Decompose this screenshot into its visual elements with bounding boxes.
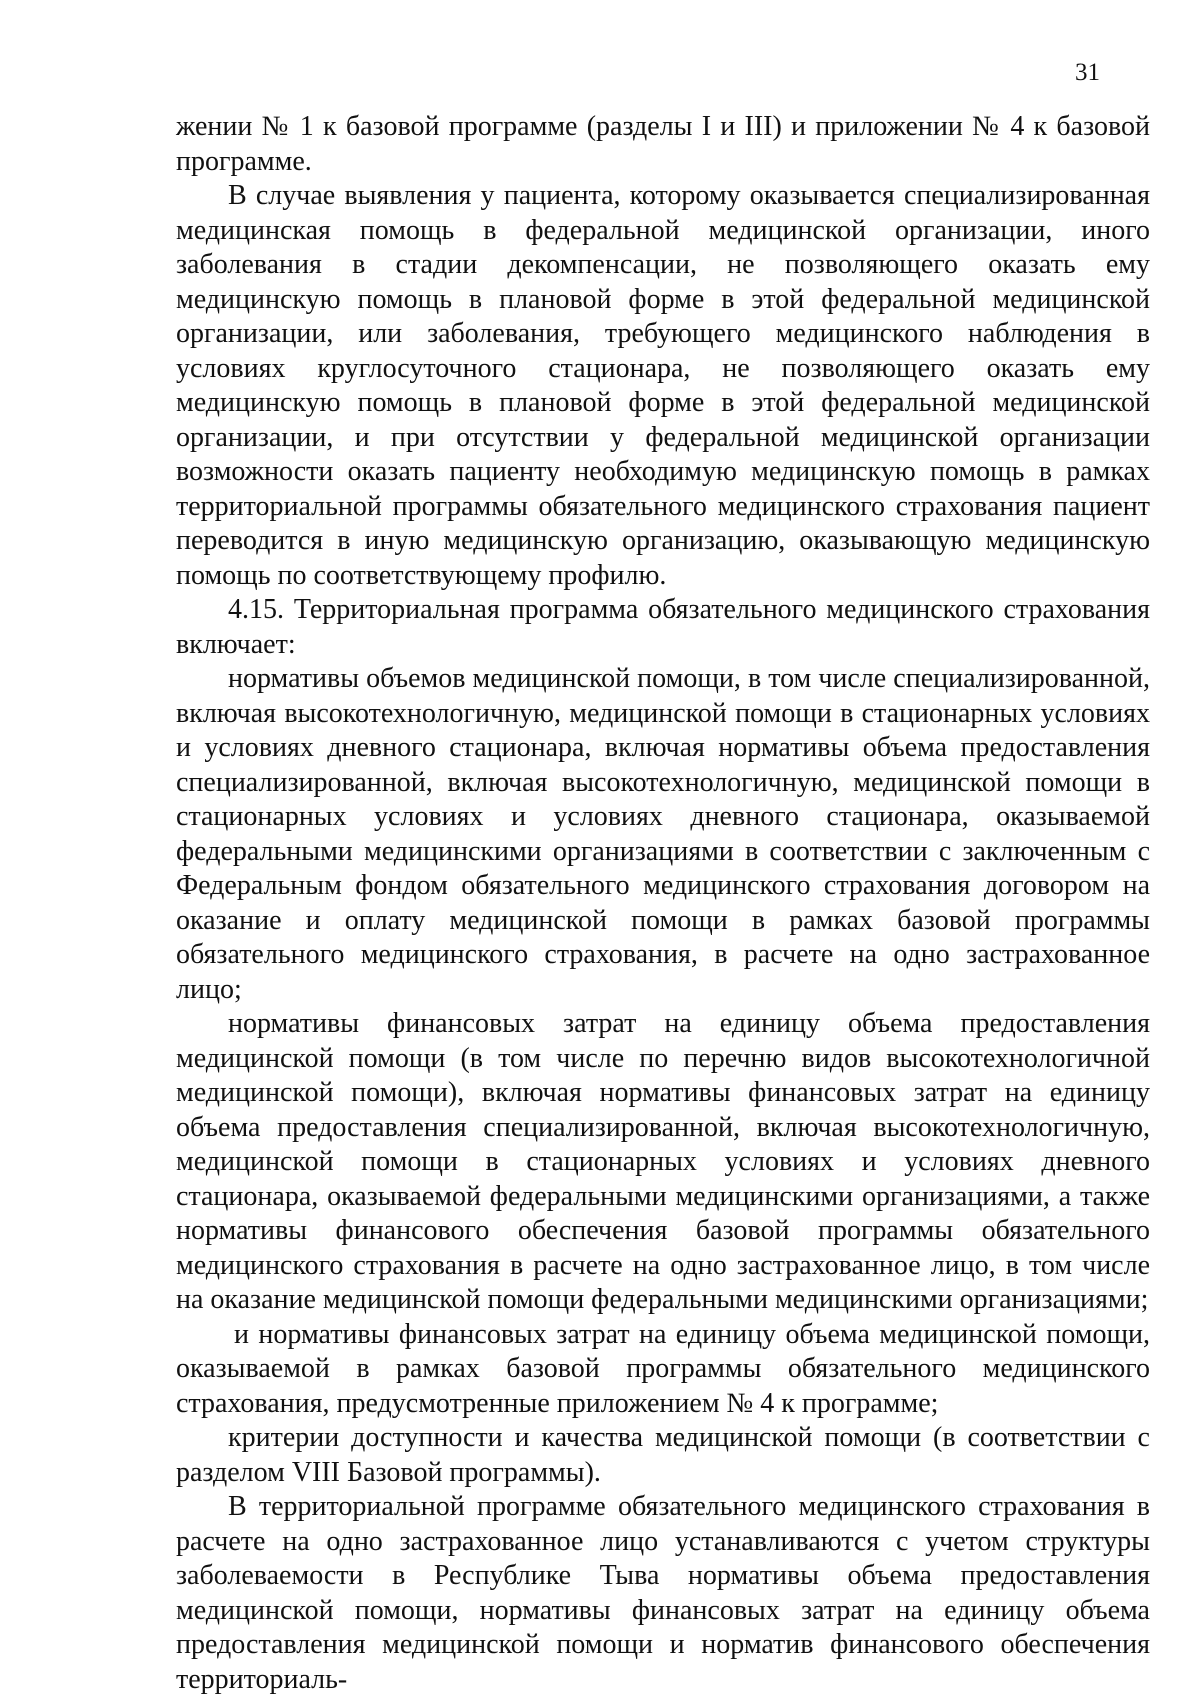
paragraph-continuation: жении № 1 к базовой программе (разделы I и III) и приложении № 4 к базовой программе. xyxy=(176,111,1150,177)
paragraph-financial-standards: нормативы финансовых затрат на единицу объема предоставления медицинской помощи (в том числе по перечню видов высокотехнологичной медицинской помощи), включая нормативы финансовых затрат на единицу объема предоставления специализированной, включая высокотехнологичную, медицинской помощи в стационарных условиях и условиях дневного стационара, оказываемой федеральными медицинскими организациями, а также нормативы финансового обеспечения базовой программы обязательного медицинского страхования в расчете на одно застрахованное лицо, в том числе на оказание медицинской помощи федеральными медицинскими организациями; xyxy=(176,1008,1150,1315)
paragraph-volume-standards: нормативы объемов медицинской помощи, в том числе специализированной, включая высокотехнологичную, медицинской помощи в стационарных условиях и условиях дневного стационара, включая нормативы объема предоставления специализированной, включая высокотехнологичную, медицинской помощи в стационарных условиях и условиях дневного стационара, оказываемой федеральными медицинскими организациями в соответствии с заключенным с Федеральным фондом обязательного медицинского страхования договором на оказание и оплату медицинской помощи в рамках базовой программы обязательного медицинского страхования, в расчете на одно застрахованное лицо; xyxy=(176,663,1150,1005)
document-body xyxy=(176,110,1150,1697)
paragraph-quality-criteria: критерии доступности и качества медицинской помощи (в соответствии с разделом VIII Базовой программы). xyxy=(176,1422,1150,1488)
page-number: 31 xyxy=(1075,59,1100,86)
paragraph-territorial-program: В территориальной программе обязательного медицинского страхования в расчете на одно застрахованное лицо устанавливаются с учетом структуры заболеваемости в Республике Тыва нормативы объема предоставления медицинской помощи, нормативы финансовых затрат на единицу объема предоставления медицинской помощи и норматив финансового обеспечения территориаль- xyxy=(176,1491,1150,1695)
paragraph-appendix-4-standards: и нормативы финансовых затрат на единицу объема медицинской помощи, оказываемой в рамках базовой программы обязательного медицинского страхования, предусмотренные приложением № 4 к программе; xyxy=(176,1318,1150,1419)
paragraph-patient-transfer: В случае выявления у пациента, которому оказывается специализированная медицинская помощь в федеральной медицинской организации, иного заболевания в стадии декомпенсации, не позволяющего оказать ему медицинскую помощь в плановой форме в этой федеральной медицинской организации, или заболевания, требующего медицинского наблюдения в условиях круглосуточного стационара, не позволяющего оказать ему медицинскую помощь в плановой форме в этой федеральной медицинской организации, и при отсутствии у федеральной медицинской организации возможности оказать пациенту необходимую медицинскую помощь в рамках территориальной программы обязательного медицинского страхования пациент переводится в иную медицинскую организацию, оказывающую медицинскую помощь по соответствующему профилю. xyxy=(176,180,1150,591)
paragraph-section-4-15: 4.15. Территориальная программа обязательного медицинского страхования включает: xyxy=(176,594,1150,660)
